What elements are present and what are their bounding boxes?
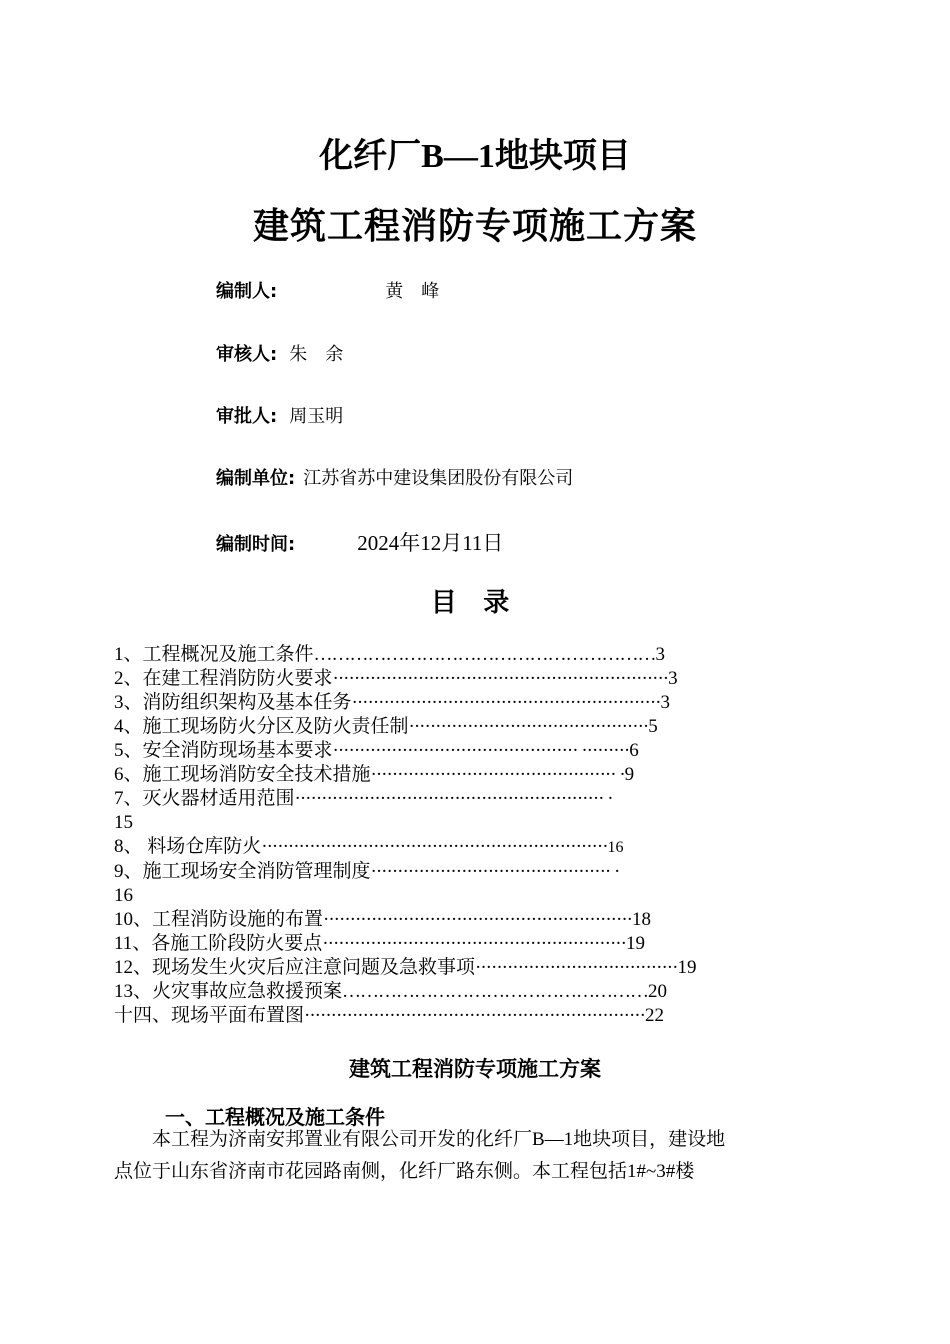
reviewer-row — [216, 340, 343, 366]
toc-entry[interactable]: 12、现场发生火灾后应注意问题及急救事项······································19 — [114, 957, 697, 978]
compiler-value: 黄 峰 — [385, 281, 440, 302]
toc-entry[interactable]: 13、火灾事故应急救援预案……………………………………………20 — [114, 981, 668, 1002]
toc-entry[interactable]: 十四、现场平面布置图································································22 — [114, 1005, 664, 1026]
toc-entry[interactable]: 7、灭火器材适用范围·························································· · — [114, 788, 613, 809]
toc-title: 目 录 — [430, 588, 520, 617]
date-value: 2024年12月11日 — [357, 531, 504, 555]
toc-list — [114, 643, 696, 1028]
toc-entry[interactable]: 2、在建工程消防防火要求·······························································3 — [114, 668, 678, 689]
toc-entry[interactable]: 9、施工现场安全消防管理制度············································· · — [114, 861, 620, 882]
body-line: 本工程为济南安邦置业有限公司开发的化纤厂B—1地块项目，建设地 — [114, 1129, 726, 1150]
toc-entry[interactable]: 3、消防组织架构及基本任务··························································3 — [114, 692, 670, 713]
toc-entry[interactable]: 1、工程概况及施工条件…………………………………………………3 — [114, 644, 666, 665]
unit-value: 江苏省苏中建设集团股份有限公司 — [303, 468, 574, 489]
body-line: 点位于山东省济南市花园路南侧，化纤厂路东侧。本工程包括1#~3#楼 — [114, 1161, 695, 1182]
toc-entry[interactable]: 11、各施工阶段防火要点·························································19 — [114, 933, 645, 954]
toc-entry[interactable]: 4、施工现场防火分区及防火责任制·············································5 — [114, 716, 658, 737]
approver-row — [216, 402, 343, 428]
compiler-label: 编制人: — [216, 281, 278, 302]
approver-value: 周玉明 — [289, 406, 344, 427]
date-row — [216, 527, 503, 557]
approver-label: 审批人: — [216, 406, 278, 427]
toc-entry[interactable]: 5、安全消防现场基本要求·············································· ·········6 — [114, 740, 639, 761]
reviewer-value: 朱 余 — [289, 344, 344, 365]
body-paragraph — [114, 1124, 725, 1188]
section1-title: 一、工程概况及施工条件 — [165, 1107, 385, 1129]
toc-entry[interactable]: 8、 料场仓库防火·································································16 — [114, 836, 624, 857]
toc-entry[interactable]: 10、工程消防设施的布置··························································18 — [114, 909, 651, 930]
toc-entry-wrap: 15 — [114, 812, 133, 833]
section-heading: 建筑工程消防专项施工方案 — [349, 1057, 601, 1081]
toc-entry-wrap: 16 — [114, 885, 133, 906]
reviewer-label: 审核人: — [216, 344, 278, 365]
compiler-row — [216, 277, 439, 303]
toc-entry[interactable]: 6、施工现场消防安全技术措施·············································· ·9 — [114, 764, 635, 785]
document-subtitle: 建筑工程消防专项施工方案 — [252, 206, 697, 246]
document-title: 化纤厂B—1地块项目 — [319, 138, 631, 175]
unit-row — [216, 464, 573, 490]
date-label: 编制时间: — [216, 534, 296, 555]
unit-label: 编制单位: — [216, 468, 296, 489]
